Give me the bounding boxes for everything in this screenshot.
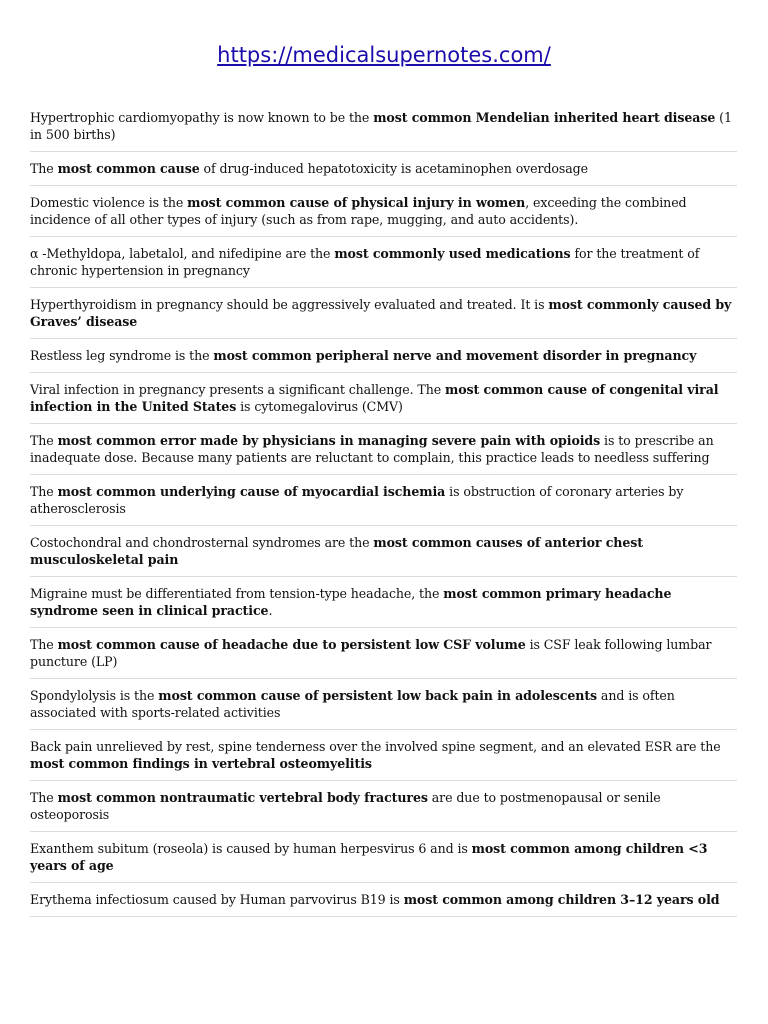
fact-text: is cytomegalovirus (CMV) (236, 399, 403, 414)
fact-item (30, 730, 737, 781)
fact-item (30, 424, 737, 475)
fact-text: are due to postmenopausal or senile osteoporosis (30, 790, 661, 822)
fact-text: Migraine must be differentiated from tension-type headache, the (30, 586, 444, 601)
fact-emphasis: most common cause of persistent low back pain in adolescents (158, 688, 598, 703)
fact-emphasis: most common cause of physical injury in women (187, 195, 526, 210)
fact-item (30, 152, 737, 186)
fact-text: Back pain unrelieved by rest, spine tenderness over the involved spine segment, and an elevated ESR are the (30, 739, 721, 754)
fact-text: Erythema infectiosum caused by Human parvovirus B19 is (30, 892, 404, 907)
fact-item (30, 475, 737, 526)
fact-item (30, 577, 737, 628)
fact-item (30, 339, 737, 373)
fact-item (30, 628, 737, 679)
fact-text: , exceeding the combined incidence of all other types of injury (such as from rape, mugging, and auto accidents). (30, 195, 687, 227)
fact-text: is obstruction of coronary arteries by atherosclerosis (30, 484, 684, 516)
fact-item (30, 288, 737, 339)
fact-text: The (30, 484, 58, 499)
fact-item (30, 781, 737, 832)
fact-text: is CSF leak following lumbar puncture (LP) (30, 637, 712, 669)
fact-text: is to prescribe an inadequate dose. Because many patients are reluctant to complain, this practice leads to needless suffering (30, 433, 714, 465)
fact-emphasis: most common cause of headache due to persistent low CSF volume (57, 637, 526, 652)
site-url-link[interactable]: https://medicalsupernotes.com/ (217, 43, 551, 67)
fact-item (30, 883, 737, 917)
fact-emphasis: most commonly caused by Graves’ disease (30, 297, 732, 329)
fact-list (30, 101, 737, 917)
fact-item (30, 679, 737, 730)
fact-emphasis: most common nontraumatic vertebral body fractures (57, 790, 428, 805)
fact-item (30, 186, 737, 237)
fact-text: . (268, 603, 273, 618)
fact-emphasis: most common peripheral nerve and movement disorder in pregnancy (213, 348, 697, 363)
fact-text: The (30, 433, 58, 448)
fact-emphasis: most common Mendelian inherited heart disease (373, 110, 716, 125)
fact-text: and is often associated with sports-related activities (30, 688, 675, 720)
fact-item (30, 526, 737, 577)
fact-text: Spondylolysis is the (30, 688, 159, 703)
fact-emphasis: most common findings in vertebral osteomyelitis (30, 756, 372, 771)
fact-item (30, 237, 737, 288)
fact-text: Costochondral and chondrosternal syndromes are the (30, 535, 374, 550)
fact-text: Restless leg syndrome is the (30, 348, 214, 363)
fact-emphasis: most common among children 3–12 years old (403, 892, 720, 907)
fact-emphasis: most common cause of congenital viral infection in the United States (30, 382, 719, 414)
fact-emphasis: most common cause (57, 161, 200, 176)
fact-text: α -Methyldopa, labetalol, and nifedipine are the (30, 246, 335, 261)
fact-item (30, 373, 737, 424)
fact-text: Domestic violence is the (30, 195, 188, 210)
fact-emphasis: most common error made by physicians in managing severe pain with opioids (57, 433, 601, 448)
fact-text: Hyperthyroidism in pregnancy should be aggressively evaluated and treated. It is (30, 297, 549, 312)
fact-emphasis: most common primary headache syndrome seen in clinical practice (30, 586, 672, 618)
fact-item (30, 832, 737, 883)
fact-text: The (30, 790, 58, 805)
fact-item (30, 101, 737, 152)
fact-text: Exanthem subitum (roseola) is caused by human herpesvirus 6 and is (30, 841, 472, 856)
fact-emphasis: most commonly used medications (334, 246, 571, 261)
fact-text: of drug-induced hepatotoxicity is acetaminophen overdosage (199, 161, 588, 176)
fact-text: for the treatment of chronic hypertension in pregnancy (30, 246, 700, 278)
fact-emphasis: most common among children <3 years of age (30, 841, 708, 873)
fact-text: (1 in 500 births) (30, 110, 732, 142)
fact-emphasis: most common underlying cause of myocardial ischemia (57, 484, 446, 499)
fact-text: The (30, 161, 58, 176)
fact-text: Hypertrophic cardiomyopathy is now known to be the (30, 110, 374, 125)
fact-text: Viral infection in pregnancy presents a significant challenge. The (30, 382, 445, 397)
fact-text: The (30, 637, 58, 652)
fact-emphasis: most common causes of anterior chest musculoskeletal pain (30, 535, 643, 567)
